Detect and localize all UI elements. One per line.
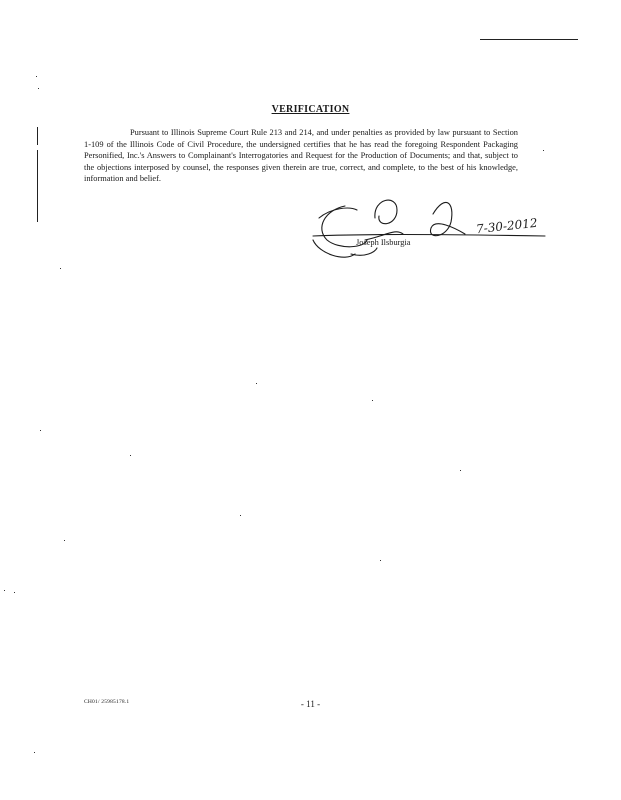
scan-speck xyxy=(64,540,65,541)
scan-mark-left-bar-2 xyxy=(37,150,38,222)
scan-speck xyxy=(60,268,61,269)
scan-speck xyxy=(543,150,544,151)
scan-mark-top-right xyxy=(480,39,578,40)
scan-speck xyxy=(372,400,373,401)
scan-speck xyxy=(460,470,461,471)
verification-heading: VERIFICATION xyxy=(271,104,350,115)
scan-speck xyxy=(4,590,5,591)
page-number: - 11 - xyxy=(300,699,321,709)
scan-speck xyxy=(14,592,15,593)
scan-speck xyxy=(380,560,381,561)
scan-speck xyxy=(36,76,37,77)
scan-speck xyxy=(38,88,39,89)
verification-body: Pursuant to Illinois Supreme Court Rule 213 and 214, and under penalties as provided by law pursuant to Section 1-109 of the Illinois Code of Civil Procedure, the undersigned certifies that he has read the foregoing Respondent Packaging Personified, Inc.'s Answers to Complainant's Interrogatories and Request for the Production of Documents; and that, subject to the objections interposed by counsel, the responses given therein are true, correct, and complete, to the best of his knowledge, information and belief. xyxy=(84,128,518,184)
scan-speck xyxy=(256,383,257,384)
scan-speck xyxy=(40,430,41,431)
scan-speck xyxy=(240,515,241,516)
signer-name: Joseph Ilsburgia xyxy=(356,238,411,247)
scan-speck xyxy=(130,455,131,456)
signature-date: 7-30-2012 xyxy=(475,215,539,237)
scan-mark-left-bar-1 xyxy=(37,127,38,145)
scan-speck xyxy=(34,752,35,753)
footer-document-id: CH01/ 25985178.1 xyxy=(84,699,130,705)
